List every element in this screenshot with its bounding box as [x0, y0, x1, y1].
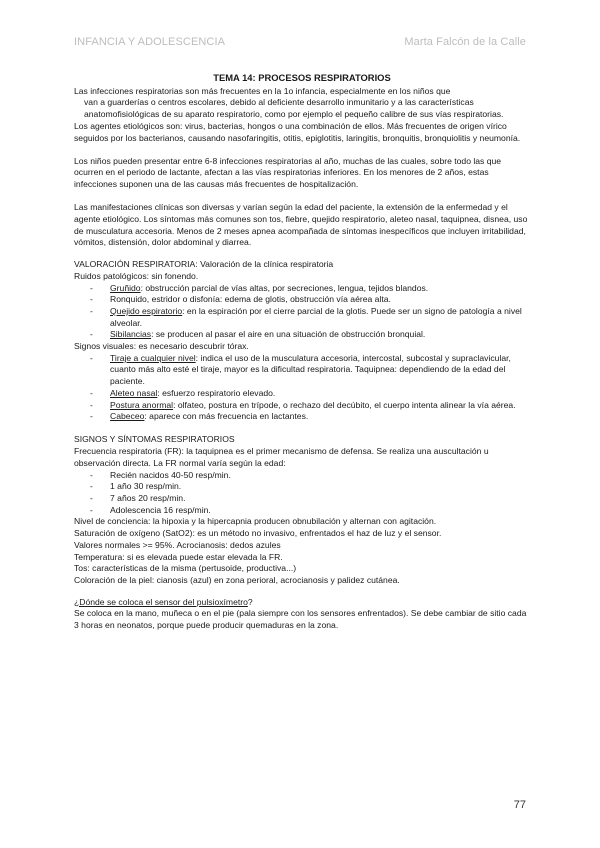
- term: Cabeceo: [110, 411, 145, 422]
- valoracion-heading: VALORACIÓN RESPIRATORIA: Valoración de la clínica respiratoria: [74, 259, 334, 270]
- intro-p1-first-line: Las infecciones respiratorias son más frecuentes en la 1o infancia, especialmente en los niños que: [74, 85, 451, 96]
- pulsioximetro-question: ¿Dónde se coloca el sensor del pulsioxímetro?: [74, 596, 253, 607]
- list-item: - Adolescencia 16 resp/min.: [74, 505, 530, 517]
- list-item: - Aleteo nasal: esfuerzo respiratorio elevado.: [74, 388, 530, 400]
- term: Postura anormal: [110, 399, 174, 410]
- list-item: - 7 años 20 resp/min.: [74, 493, 530, 505]
- list-item: - Ronquido, estridor o disfonía: edema de glotis, obstrucción vía aérea alta.: [74, 294, 530, 306]
- signos-label: Signos visuales: es necesario descubrir tórax.: [74, 341, 249, 352]
- nivel-conciencia: Nivel de conciencia: la hipoxia y la hipercapnia producen obnubilación y alternan con agitación.: [74, 516, 437, 527]
- term: Sibilancias: [110, 329, 152, 340]
- fr-list: [74, 470, 530, 517]
- intro-paragraph-3: Los niños pueden presentar entre 6-8 infecciones respiratorias al año, muchas de las cuales, sobre todo las que ocurren en el periodo de lactante, afectan a las vías respiratorias inferiores. En los menores de 2 años, estas infecciones suponen una de las causas más frecuentes de hospitalización.: [74, 155, 502, 190]
- tos: Tos: características de la misma (pertusoide, productiva...): [74, 563, 297, 574]
- term: Gruñido: [110, 282, 141, 293]
- saturacion-oxigeno: Saturación de oxígeno (SatO2): es un método no invasivo, enfrentados el haz de luz y el sensor.: [74, 528, 442, 539]
- list-item: - Gruñido: obstrucción parcial de vías altas, por secreciones, lengua, tejidos blandos.: [74, 283, 530, 295]
- header-course-title: INFANCIA Y ADOLESCENCIA: [74, 36, 226, 48]
- term: Quejido espiratorio: [110, 305, 183, 316]
- signos-list: [74, 353, 530, 423]
- intro-paragraph-1: [74, 86, 530, 121]
- term: Tiraje a cualquier nivel: [110, 352, 196, 363]
- fr-intro: Frecuencia respiratoria (FR): la taquipnea es el primer mecanismo de defensa. Se realiza una auscultación u observación directa. La FR normal varía según la edad:: [74, 446, 489, 468]
- list-item: - Recién nacidos 40-50 resp/min.: [74, 470, 530, 482]
- list-item: - Sibilancias: se producen al pasar el aire en una situación de obstrucción bronquial.: [74, 329, 530, 341]
- page-title: TEMA 14: PROCESOS RESPIRATORIOS: [213, 72, 391, 83]
- term: Aleteo nasal: [110, 387, 158, 398]
- temperatura: Temperatura: si es elevada puede estar elevada la FR.: [74, 551, 283, 562]
- signos-sintomas-heading: SIGNOS Y SÍNTOMAS RESPIRATORIOS: [74, 434, 235, 445]
- header-author: Marta Falcón de la Calle: [404, 36, 526, 48]
- intro-paragraph-4: Las manifestaciones clínicas son diversas y varían según la edad del paciente, la extensión de la enfermedad y el agente etiológico. Los síntomas más comunes son tos, fiebre, quejido respiratorio, aleteo nasal, taquipnea, disnea, uso de musculatura accesoria. Menos de 2 meses apnea acompañada de síntomas inespecíficos que incluyen irritabilidad, vómitos, distensión, dolor abdominal y diarrea.: [74, 202, 528, 248]
- coloracion-piel: Coloración de la piel: cianosis (azul) en zona perioral, acrocianosis y palidez cutánea.: [74, 574, 400, 585]
- ruidos-label: Ruidos patológicos: sin fonendo.: [74, 270, 199, 281]
- list-item: - 1 año 30 resp/min.: [74, 481, 530, 493]
- document-body: [74, 72, 530, 632]
- ruidos-list: [74, 283, 530, 342]
- pulsioximetro-answer: Se coloca en la mano, muñeca o en el pie (pala siempre con los sensores enfrentados). Se debe cambiar de sitio cada 3 horas en neonatos, porque puede producir quemaduras en la zona.: [74, 608, 527, 631]
- intro-p1-rest: van a guarderías o centros escolares, debido al deficiente desarrollo inmunitario y a las características anatomofisiológicas de su aparato respiratorio, como por ejemplo el pequeño calibre de sus vías respiratorias.: [84, 97, 504, 120]
- list-item: - Quejido espiratorio: en la espiración por el cierre parcial de la glotis. Puede ser un signo de patología a nivel alveolar.: [74, 306, 530, 329]
- intro-paragraph-2: Los agentes etiológicos son: virus, bacterias, hongos o una combinación de ellos. Más frecuentes de origen vírico seguidos por los bacterianos, causando nasofaringitis, otitis, epiglotitis, laringitis, bronquitis, bronquiolitis y neumonía.: [74, 120, 521, 143]
- list-item: - Postura anormal: olfateo, postura en trípode, o rechazo del decúbito, el cuerpo intenta alinear la vía aérea.: [74, 400, 530, 412]
- page-number: 77: [513, 799, 526, 811]
- list-item: - Tiraje a cualquier nivel: indica el uso de la musculatura accesoria, intercostal, subcostal y supraclavicular, cuanto más alto esté el tiraje, mayor es la dificultad respiratoria. Taquipnea: dependiendo de la edad del paciente.: [74, 353, 530, 388]
- list-item: - Cabeceo: aparece con más frecuencia en lactantes.: [74, 411, 530, 423]
- valores-normales: Valores normales >= 95%. Acrocianosis: dedos azules: [74, 539, 281, 550]
